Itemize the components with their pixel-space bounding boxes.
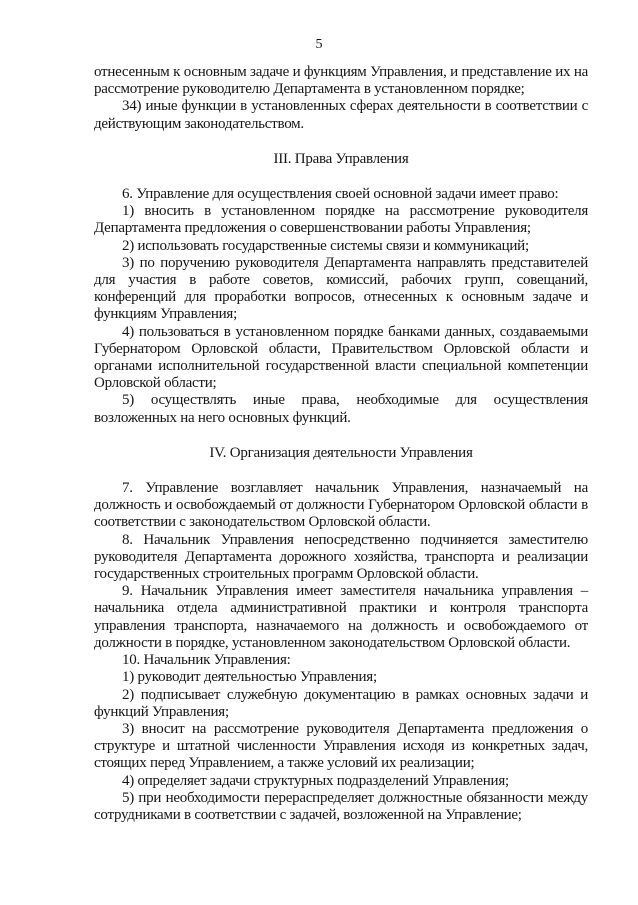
paragraph: 5) осуществлять иные права, необходимые для осуществления возложенных на него основных функций. [94,392,588,426]
paragraph: отнесенным к основным задаче и функциям Управления, и представление их на рассмотрение руководителю Департамента в установленном порядке; [94,64,588,98]
paragraph: 10. Начальник Управления: [122,652,291,669]
section-heading: IV. Организация деятельности Управления [209,444,473,461]
paragraph: 8. Начальник Управления непосредственно подчиняется заместителю руководителя Департамента дорожного хозяйства, транспорта и реализации государственных строительных программ Орловской области. [94,531,588,583]
paragraph: 4) определяет задачи структурных подразделений Управления; [122,772,509,789]
paragraph: 3) по поручению руководителя Департамента направлять представителей для участия в работе советов, комиссий, рабочих групп, совещаний, конференций для проработки вопросов, отнесенных к основным задаче и функциям Управления; [94,254,588,323]
paragraph: 6. Управление для осуществления своей основной задачи имеет право: [122,186,559,203]
paragraph: 9. Начальник Управления имеет заместителя начальника управления – начальника отдела административной практики и контроля транспорта управления транспорта, назначаемого на должность и освобождаемого от должности в порядке, установленном законодательством Орловской области. [94,583,588,651]
paragraph: 2) использовать государственные системы связи и коммуникаций; [122,237,529,254]
section-heading: III. Права Управления [273,150,409,167]
paragraph: 34) иные функции в установленных сферах деятельности в соответствии с действующим законодательством. [94,98,588,132]
paragraph: 5) при необходимости перераспределяет должностные обязанности между сотрудниками в соответствии с задачей, возложенной на Управление; [94,789,588,823]
paragraph: 1) руководит деятельностью Управления; [122,669,377,686]
page-number: 5 [315,37,323,52]
paragraph: 4) пользоваться в установленном порядке банками данных, создаваемыми Губернатором Орловской области, Правительством Орловской области и органами исполнительной государственной власти специальной компетенции Орловской области; [94,323,588,392]
paragraph: 1) вносить в установленном порядке на рассмотрение руководителя Департамента предложения о совершенствовании работы Управления; [94,203,588,237]
paragraph: 2) подписывает служебную документацию в рамках основных задачи и функций Управления; [94,686,588,720]
paragraph: 7. Управление возглавляет начальник Управления, назначаемый на должность и освобождаемый от должности Губернатором Орловской области в соответствии с законодательством Орловской области. [94,480,588,531]
document-body [94,64,588,824]
paragraph: 3) вносит на рассмотрение руководителя Департамента предложения о структуре и штатной численности Управления исходя из конкретных задач, стоящих перед Управлением, а также условий их реализации; [94,720,588,772]
